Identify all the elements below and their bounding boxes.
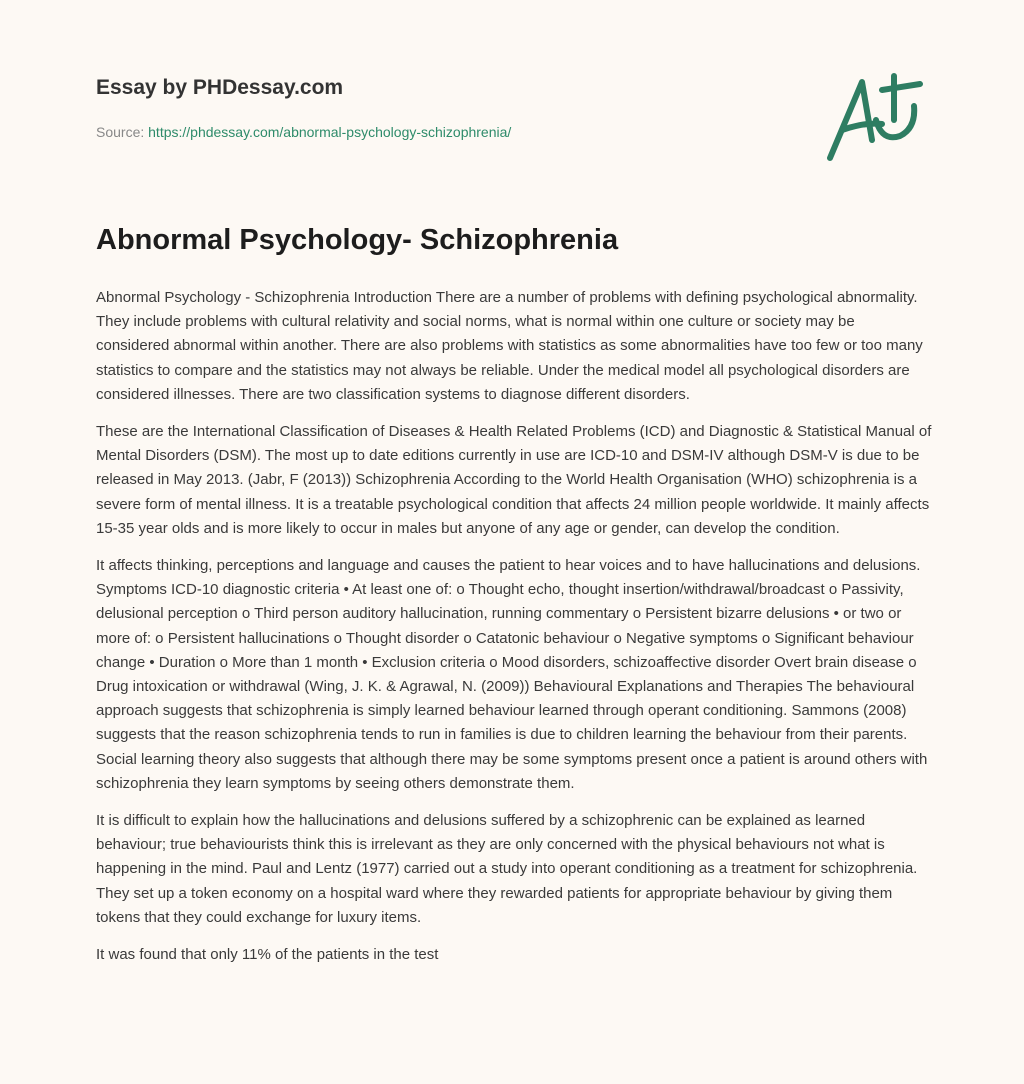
- source-label: Source:: [96, 124, 145, 140]
- essay-body: [96, 286, 932, 980]
- source-link[interactable]: https://phdessay.com/abnormal-psychology-schizophrenia/: [148, 124, 512, 140]
- essay-paragraph: It affects thinking, perceptions and language and causes the patient to hear voices and to have hallucinations and delusions. Symptoms ICD-10 diagnostic criteria • At least one of: o Thought echo, thought insertion/withdrawal/broadcast o Passivity, delusional perception o Third person auditory hallucination, running commentary o Persistent bizarre delusions • or two or more of: o Persistent hallucinations o Thought disorder o Catatonic behaviour o Negative symptoms o Significant behaviour change • Duration o More than 1 month • Exclusion criteria o Mood disorders, schizoaffective disorder Overt brain disease o Drug intoxication or withdrawal (Wing, J. K. & Agrawal, N. (2009)) Behavioural Explanations and Therapies The behavioural approach suggests that schizophrenia is simply learned behaviour learned through operant conditioning. Sammons (2008) suggests that the reason schizophrenia tends to run in families is due to children learning the behaviour from their parents. Social learning theory also suggests that although there may be some symptoms present once a patient is around others with schizophrenia they learn symptoms by seeing others demonstrate them.: [96, 557, 928, 792]
- essay-paragraph: It was found that only 11% of the patients in the test: [96, 946, 439, 964]
- source-line: [96, 124, 511, 140]
- essay-paragraph: It is difficult to explain how the hallucinations and delusions suffered by a schizophrenic can be explained as learned behaviour; true behaviourists think this is irrelevant as they are only concerned with the physical behaviours not what is happening in the mind. Paul and Lentz (1977) carried out a study into operant conditioning as a treatment for schizophrenia. They set up a token economy on a hospital ward where they rewarded patients for appropriate behaviour by giving them tokens that they could exchange for luxury items.: [96, 812, 918, 926]
- a-plus-logo-icon: [820, 70, 930, 170]
- essay-header: [96, 76, 511, 140]
- essay-title: Abnormal Psychology- Schizophrenia: [96, 224, 619, 256]
- brand-title: Essay by PHDessay.com: [96, 76, 344, 99]
- essay-paragraph: Abnormal Psychology - Schizophrenia Introduction There are a number of problems with defining psychological abnormality. They include problems with cultural relativity and social norms, what is normal within one culture or society may be considered abnormal within another. There are also problems with statistics as some abnormalities have too few or too many statistics to compare and the statistics may not always be reliable. Under the medical model all psychological disorders are considered illnesses. There are two classification systems to diagnose different disorders.: [96, 289, 923, 403]
- essay-paragraph: These are the International Classification of Diseases & Health Related Problems (ICD) and Diagnostic & Statistical Manual of Mental Disorders (DSM). The most up to date editions currently in use are ICD-10 and DSM-IV although DSM-V is due to be released in May 2013. (Jabr, F (2013)) Schizophrenia According to the World Health Organisation (WHO) schizophrenia is a severe form of mental illness. It is a treatable psychological condition that affects 24 million people worldwide. It mainly affects 15-35 year olds and is more likely to occur in males but anyone of any age or gender, can develop the condition.: [96, 423, 932, 537]
